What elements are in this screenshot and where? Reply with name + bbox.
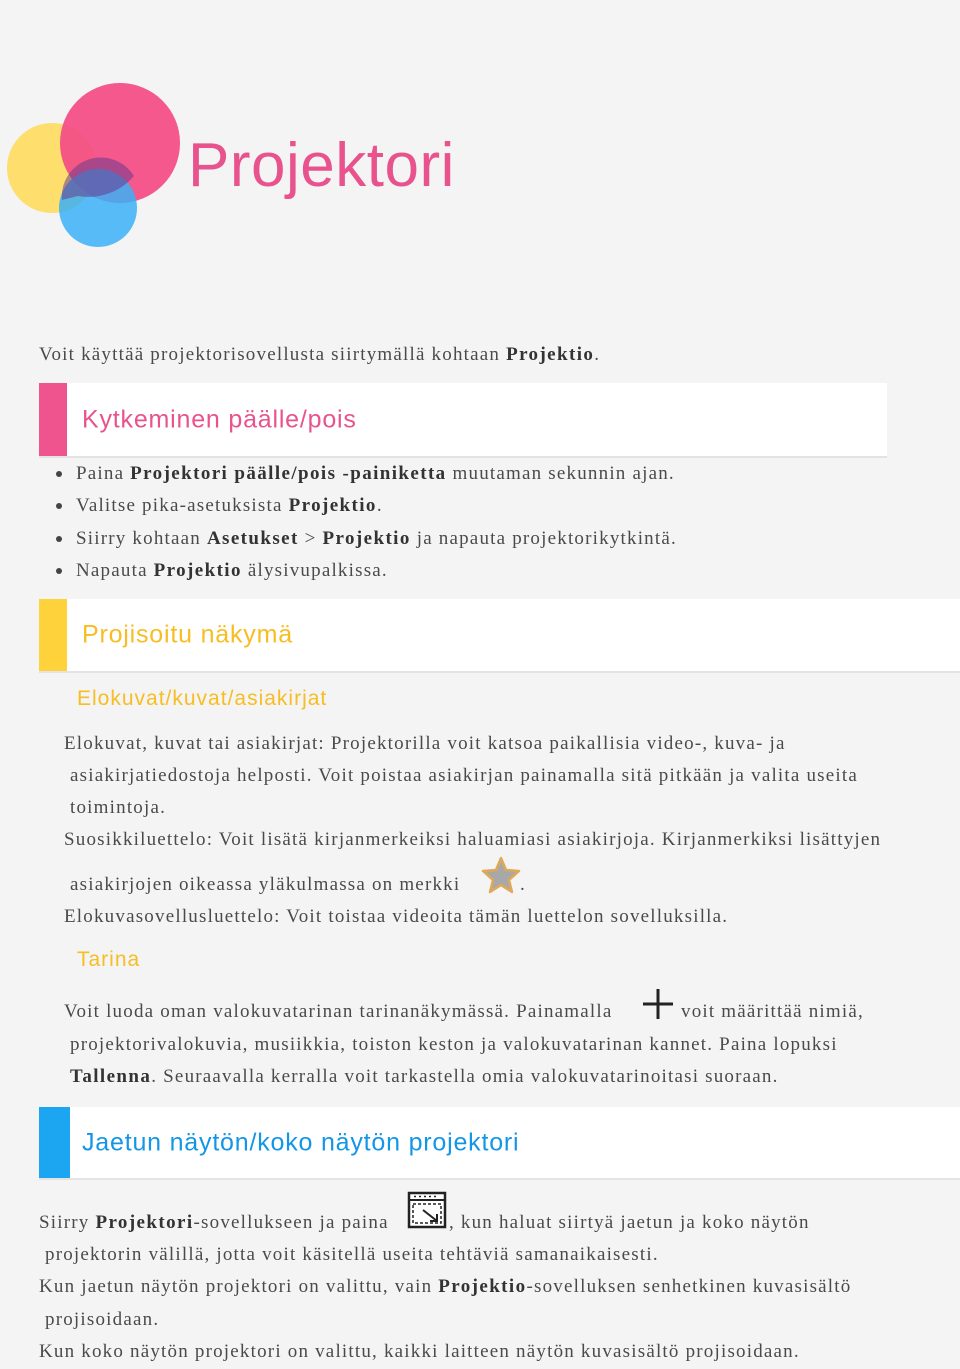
paragraph-line: Siirry Projektori-sovellukseen ja paina [39, 1212, 389, 1233]
section-accent-pink [39, 383, 67, 456]
page-title: Projektori [188, 131, 455, 200]
paragraph-line: projektorin välillä, jotta voit käsitellä useita tehtäviä samanaikaisesti. [45, 1244, 659, 1265]
paragraph-line: Suosikkiluettelo: Voit lisätä kirjanmerkeiksi haluamiasi asiakirjoja. Kirjanmerkiksi lisättyjen [64, 829, 882, 850]
split-screen-icon [407, 1191, 447, 1229]
section-heading-split-screen: Jaetun näytön/koko näytön projektori [82, 1128, 520, 1156]
paragraph-line: Kun koko näytön projektori on valittu, kaikki laitteen näytön kuvasisältö projisoidaan. [39, 1341, 800, 1362]
paragraph-line: Tallenna. Seuraavalla kerralla voit tarkastella omia valokuvatarinoitasi suoraan. [70, 1066, 779, 1087]
section-header-split-screen [39, 1107, 960, 1180]
subheading-movies: Elokuvat/kuvat/asiakirjat [77, 687, 328, 710]
list-item: Paina Projektori päälle/pois -painiketta muutaman sekunnin ajan. [56, 460, 677, 492]
section-heading-projected-view: Projisoitu näkymä [82, 620, 293, 649]
section-header-projected-view [39, 599, 960, 673]
paragraph-line: Voit luoda oman valokuvatarinan tarinanäkymässä. Painamalla [64, 1001, 613, 1022]
paragraph-line: projisoidaan. [45, 1309, 160, 1330]
power-bullet-list [56, 460, 677, 589]
intro-paragraph: Voit käyttää projektorisovellusta siirtymällä kohtaan Projektio. [39, 344, 601, 365]
paragraph-line: toimintoja. [70, 797, 167, 818]
paragraph-line: asiakirjatiedostoja helposti. Voit poistaa asiakirjan painamalla sitä pitkään ja valita useita [70, 765, 858, 786]
paragraph-line: Elokuvasovellusluettelo: Voit toistaa videoita tämän luettelon sovelluksilla. [64, 906, 729, 927]
section-heading-power: Kytkeminen päälle/pois [82, 405, 357, 433]
paragraph-line: Elokuvat, kuvat tai asiakirjat: Projektorilla voit katsoa paikallisia video-, kuva- ja [64, 733, 786, 754]
paragraph-line: projektorivalokuvia, musiikkia, toiston keston ja valokuvatarinan kannet. Paina lopuksi [70, 1034, 838, 1055]
star-icon [481, 856, 521, 894]
list-item: Siirry kohtaan Asetukset > Projektio ja napauta projektorikytkintä. [56, 525, 677, 557]
section-accent-blue [39, 1107, 70, 1178]
paragraph-line: , kun haluat siirtyä jaetun ja koko näytön [449, 1212, 810, 1233]
lenovo-circles-logo [0, 80, 190, 250]
section-header-power [39, 383, 887, 458]
paragraph-line: voit määrittää nimiä, [681, 1001, 864, 1022]
plus-icon [641, 987, 675, 1021]
paragraph-line: Kun jaetun näytön projektori on valittu, vain Projektio-sovelluksen senhetkinen kuvasisältö [39, 1276, 852, 1297]
paragraph-line-end: . [520, 874, 526, 895]
section-accent-yellow [39, 599, 67, 671]
list-item: Napauta Projektio älysivupalkissa. [56, 557, 677, 589]
list-item: Valitse pika-asetuksista Projektio. [56, 492, 677, 524]
subheading-story: Tarina [77, 948, 141, 971]
paragraph-line-star: asiakirjojen oikeassa yläkulmassa on merkki [70, 874, 461, 895]
